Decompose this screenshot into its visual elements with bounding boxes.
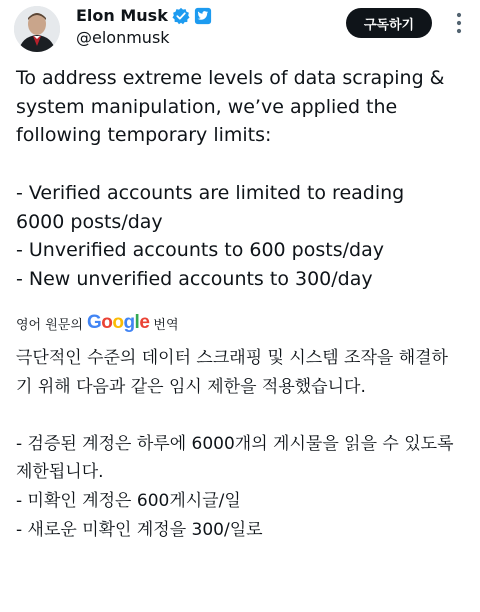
more-vertical-icon[interactable] (450, 12, 468, 34)
translation-attribution[interactable] (16, 312, 179, 334)
google-logo: Google (86, 312, 150, 333)
affiliate-badge-icon[interactable] (194, 7, 212, 25)
translated-text: 극단적인 수준의 데이터 스크래핑 및 시스템 조작을 해결하기 위해 다음과 같은 임시 제한을 적용했습니다. - 검증된 계정은 하루에 6000개의 게시물을 읽을 수 있도록 제한됩니다. - 미확인 계정은 600게시글/일 - 새로운 미확인 계정을 300/일로 (16, 348, 454, 540)
author-handle[interactable]: @elonmusk (76, 28, 170, 47)
tweet-header (0, 0, 480, 60)
avatar[interactable] (14, 6, 60, 52)
tweet-text: To address extreme levels of data scraping & system manipulation, we’ve applied the following temporary limits: - Verified accounts are limited to reading 6000 posts/day - Unverified accounts to 600 posts/day - New unverified accounts to 300/day (16, 67, 445, 290)
verified-badge-icon[interactable] (172, 7, 190, 25)
translation-prefix: 영어 원문의 (16, 317, 83, 333)
translation-suffix: 번역 (153, 317, 179, 333)
author-display-name[interactable]: Elon Musk (76, 6, 168, 25)
author-name-row (76, 6, 212, 26)
avatar-image (14, 6, 60, 52)
subscribe-button[interactable]: 구독하기 (346, 8, 432, 38)
